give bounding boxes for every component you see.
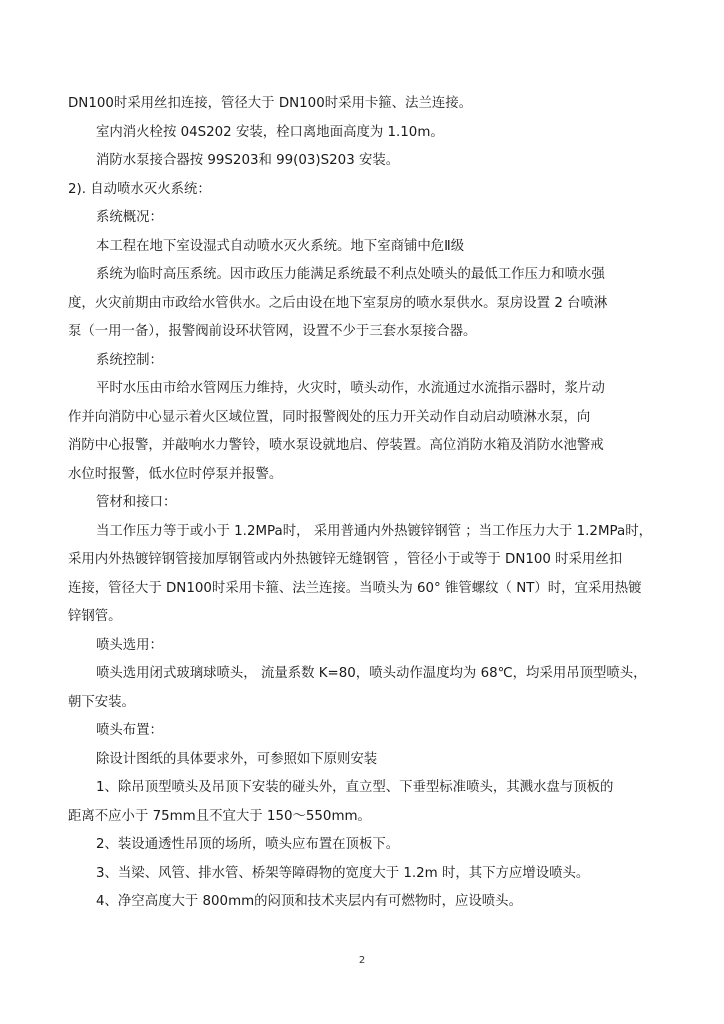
text-line: 喷头选用闭式玻璃球喷头， 流量系数 K=80，喷头动作温度均为 68℃，均采用吊顶型喷头， [96,666,647,681]
text-line: 消防水泵接合器按 99S203和 99(03)S203 安装。 [96,153,400,168]
text-line: 2、装设通透性吊顶的场所，喷头应布置在顶板下。 [96,837,400,852]
text-line: 距离不应小于 75mm且不宜大于 150～550mm。 [68,809,371,824]
subsection-heading: 喷头布置： [96,723,163,738]
text-line: 系统为临时高压系统。因市政压力能满足系统最不利点处喷头的最低工作压力和喷水强 [96,267,605,282]
text-line: 锌钢管。 [68,609,122,624]
text-line: 度，火灾前期由市政给水管供水。之后由设在地下室泵房的喷水泵供水。泵房设置 2 台喷淋 [68,296,608,311]
text-line: 平时水压由市给水管网压力维持，火灾时，喷头动作，水流通过水流指示器时，浆片动 [96,381,605,396]
text-line: 本工程在地下室设湿式自动喷水灭火系统。地下室商铺中危Ⅱ级 [96,239,465,254]
section-heading: 2). 自动喷水灭火系统： [68,182,211,197]
subsection-heading: 喷头选用： [96,638,163,653]
subsection-heading: 管材和接口： [96,495,177,510]
text-line: 3、当梁、风管、排水管、桥架等障碍物的宽度大于 1.2m 时，其下方应增设喷头。 [96,866,590,881]
text-line: 消防中心报警，并敲响水力警铃，喷水泵设就地启、停装置。高位消防水箱及消防水池警戒 [68,438,604,453]
text-line: 采用内外热镀锌钢管接加厚钢管或内外热镀锌无缝钢管 ，管径小于或等于 DN100 时采用丝扣 [68,552,623,567]
text-line: 朝下安装。 [68,695,135,710]
text-line: 连接，管径大于 DN100时采用卡箍、法兰连接。当喷头为 60° 锥管螺纹（ NT）时，宜采用热镀 [68,581,642,596]
page-number: 2 [358,955,366,966]
text-line: 4、净空高度大于 800mm的闷顶和技术夹层内有可燃物时，应设喷头。 [96,894,522,909]
subsection-heading: 系统概况： [96,210,163,225]
text-line: 水位时报警，低水位时停泵并报警。 [68,467,283,482]
text-line: 室内消火栓按 04S202 安装，栓口离地面高度为 1.10m。 [96,125,444,140]
subsection-heading: 系统控制： [96,353,163,368]
text-line: 当工作压力等于或小于 1.2MPa时， 采用普通内外热镀锌钢管 ；当工作压力大于 1.2MPa时， [96,524,652,539]
text-line: 1、除吊顶型喷头及吊顶下安装的碰头外，直立型、下垂型标准喷头，其溅水盘与顶板的 [96,780,614,795]
text-line: 除设计图纸的具体要求外，可参照如下原则安装 [96,752,378,767]
text-line: 作并向消防中心显示着火区域位置，同时报警阀处的压力开关动作自动启动喷淋水泵，向 [68,410,591,425]
text-line: DN100时采用丝扣连接，管径大于 DN100时采用卡箍、法兰连接。 [68,96,473,111]
text-line: 泵（一用一备），报警阀前设环状管网，设置不少于三套水泵接合器。 [68,324,477,339]
